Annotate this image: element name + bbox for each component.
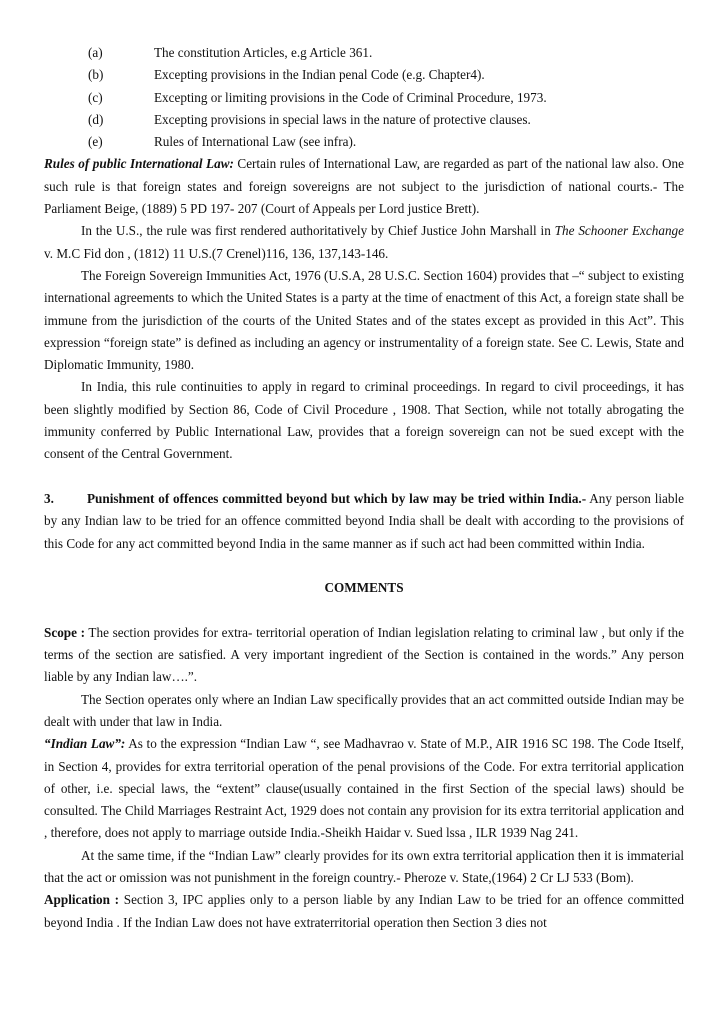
scope-paragraph: Scope : The section provides for extra- territorial operation of Indian legislation relating to criminal law , but only if the terms of the section are satisfied. A very important ingredient of the Section is contained in the words.” Any person liable by any Indian law….”. [44, 624, 684, 685]
fsia-paragraph: The Foreign Sovereign Immunities Act, 1976 (U.S.A, 28 U.S.C. Section 1604) provides that –“ subject to existing international agreements to which the United States is a party at the time of enactment of this Act, a foreign state shall be immune from the jurisdiction of the courts of the United States and of the states except as provided in this Act”. This expression “foreign state” is defined as including an agency or instrumentality of a foreign state. See C. Lewis, State and Diplomatic Immunity, 1980. [44, 267, 684, 373]
section-number: 3. [44, 490, 54, 506]
list-item: (e) Rules of International Law (see infra). [88, 134, 357, 150]
application-heading: Application : [44, 892, 120, 908]
section-heading: Punishment of offences committed beyond but which by law may be tried within India.- [87, 490, 587, 506]
us-paragraph: In the U.S., the rule was first rendered authoritatively by Chief Justice John Marshall in The Schooner Exchange v. M.C Fid don , (1812) 11 U.S.(7 Crenel)116, 136, 137,143-146. [44, 223, 684, 261]
rules-paragraph: Rules of public International Law: Certain rules of International Law, are regarded as part of the national law also. One such rule is that foreign states and foreign sovereigns are not subject to the jurisdiction of national courts.- The Parliament Beige, (1889) 5 PD 197- 207 (Court of Appeals per Lord justice Brett). [44, 156, 684, 217]
section-3: 3. Punishment of offences committed beyond but which by law may be tried within India.- Any person liable by any Indian law to be tried for an offence committed beyond India shall be dealt with according to the provisions of this Code for any act committed beyond India in the same manner as if such act had been committed within India. [44, 488, 684, 555]
list-item: (b) Excepting provisions in the Indian penal Code (e.g. Chapter4). [88, 67, 485, 83]
application-paragraph: Application : Section 3, IPC applies only to a person liable by any Indian Law to be tried for an offence committed beyond India . If the Indian Law does not have extraterritorial operation then Section 3 dies not [44, 892, 684, 930]
document-page [44, 42, 684, 934]
india-paragraph: In India, this rule continuities to apply in regard to criminal proceedings. In regard to civil proceedings, it has been slightly modified by Section 86, Code of Civil Procedure , 1908. That Section, while not totally abrogating the immunity conferred by Public International Law, provides that a foreign sovereign can not be sued except with the consent of the Central Government. [44, 379, 684, 462]
rules-heading: Rules of public International Law: [44, 156, 234, 172]
indian-law-heading: “Indian Law”: [44, 736, 126, 752]
list-item: (c) Excepting or limiting provisions in the Code of Criminal Procedure, 1973. [88, 89, 547, 105]
case-name: The Schooner Exchange [554, 223, 684, 239]
scope-heading: Scope : [44, 624, 86, 640]
list-item: (d) Excepting provisions in special laws in the nature of protective clauses. [88, 111, 531, 127]
operates-paragraph: The Section operates only where an Indian Law specifically provides that an act committed outside Indian may be dealt with under that law in India. [44, 691, 684, 729]
list-item: (a) The constitution Articles, e.g Article 361. [88, 45, 373, 60]
comments-heading: COMMENTS [324, 580, 404, 596]
indian-law-paragraph: “Indian Law”: As to the expression “Indian Law “, see Madhavrao v. State of M.P., AIR 1916 SC 198. The Code Itself, in Section 4, provides for extra territorial operation of the penal provisions of the Code. For extra territorial application of other, i.e. special laws, the “extent” clause(usually contained in the first Section of the special laws) should be consulted. The Child Marriages Restraint Act, 1929 does not contain any provision for its extra territorial application and , therefore, does not apply to marriage outside India.-Sheikh Haidar v. Sued lssa , ILR 1939 Nag 241. [44, 736, 684, 841]
same-time-paragraph: At the same time, if the “Indian Law” clearly provides for its own extra territorial application then it is immaterial that the act or omission was not punishment in the foreign country.- Pheroze v. State,(1964) 2 Cr LJ 533 (Bom). [44, 847, 684, 885]
